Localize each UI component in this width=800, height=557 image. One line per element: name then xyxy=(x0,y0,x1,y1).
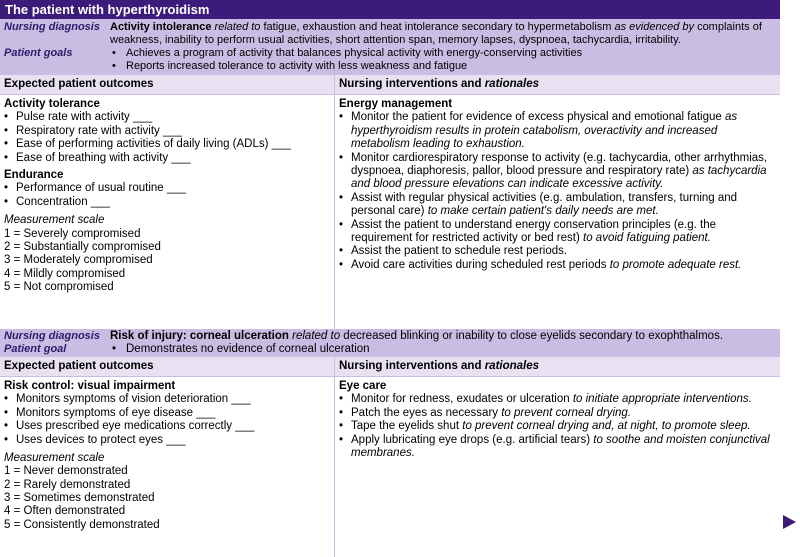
list-item: • Assist the patient to schedule rest periods. xyxy=(339,245,568,258)
intervention-title: Eye care xyxy=(339,380,387,392)
intervention-list xyxy=(339,393,776,460)
goal-text xyxy=(110,343,776,356)
diagnosis-label: Nursing diagnosis xyxy=(4,21,100,33)
list-item: • Uses prescribed eye medications correctly ___ xyxy=(4,420,255,433)
scale-item: 1 = Never demonstrated xyxy=(4,465,128,478)
scale-item: 4 = Mildly compromised xyxy=(4,267,126,280)
outcome-list xyxy=(4,111,330,165)
outcome-list xyxy=(4,393,330,447)
goal-item: • Reports increased tolerance to activity with less weakness and fatigue xyxy=(112,60,468,72)
section-2-body xyxy=(0,377,780,557)
list-item: • Concentration ___ xyxy=(4,195,110,208)
outcome-group-title: Activity tolerance xyxy=(4,98,100,110)
outcomes-header: Expected patient outcomes xyxy=(0,357,335,376)
scale-item: 2 = Substantially compromised xyxy=(4,240,161,253)
list-item: • Performance of usual routine ___ xyxy=(4,182,187,195)
interventions-column xyxy=(335,95,780,329)
scale-item: 2 = Rarely demonstrated xyxy=(4,478,131,491)
page-title: The patient with hyperthyroidism xyxy=(0,0,780,19)
list-item: • Patch the eyes as necessary to prevent corneal drying. xyxy=(339,406,632,419)
list-item: • Respiratory rate with activity ___ xyxy=(4,124,183,137)
scale-item: 3 = Sometimes demonstrated xyxy=(4,492,155,505)
intervention-list xyxy=(339,111,776,272)
measurement-scale xyxy=(4,228,330,294)
column-headers-2 xyxy=(0,357,780,377)
goal-item: • Demonstrates no evidence of corneal ulceration xyxy=(112,343,370,355)
next-page-arrow-icon[interactable] xyxy=(783,515,796,529)
diagnosis-text: Risk of injury: corneal ulceration related to decreased blinking or inability to close eyelids secondary to exophthalmos. xyxy=(110,330,724,342)
goals-list xyxy=(110,47,776,73)
interventions-header: Nursing interventions and rationales xyxy=(339,360,540,372)
list-item: • Avoid care activities during scheduled rest periods to promote adequate rest. xyxy=(339,258,742,271)
column-headers-1 xyxy=(0,75,780,95)
goal-item: • Achieves a program of activity that balances physical activity with energy-conserving activities xyxy=(112,47,583,59)
scale-item: 5 = Consistently demonstrated xyxy=(4,518,160,531)
list-item: • Monitor the patient for evidence of excess physical and emotional fatigue as hyperthyroidism results in protein catabolism, overactivity and increased metabolism leading to exhaustion. xyxy=(339,111,738,151)
outcomes-column xyxy=(0,377,335,557)
goals-label: Patient goals xyxy=(4,47,73,59)
diagnosis-block-1 xyxy=(0,19,780,75)
scale-item: 1 = Severely compromised xyxy=(4,227,141,240)
scale-item: 5 = Not compromised xyxy=(4,280,114,293)
interventions-header: Nursing interventions and rationales xyxy=(339,78,540,90)
measurement-scale-title: Measurement scale xyxy=(4,452,105,465)
diagnosis-block-2 xyxy=(0,329,780,357)
list-item: • Assist the patient to understand energy conservation principles (e.g. the requirement for restricted activity or bed rest) to avoid fatiguing patient. xyxy=(339,218,717,245)
list-item: • Monitor cardiorespiratory response to activity (e.g. tachycardia, other arrhythmias, dyspnoea, diaphoresis, pallor, blood pressure and respiratory rate) as tachycardia and blood pressure elevations can indicate excessive activity. xyxy=(339,151,768,191)
interventions-column xyxy=(335,377,780,557)
outcomes-header: Expected patient outcomes xyxy=(0,75,335,94)
list-item: • Tape the eyelids shut to prevent corneal drying and, at night, to promote sleep. xyxy=(339,420,751,433)
goal-label: Patient goal xyxy=(4,343,67,355)
list-item: • Monitor for redness, exudates or ulceration to initiate appropriate interventions. xyxy=(339,393,752,406)
measurement-scale-title: Measurement scale xyxy=(4,214,105,227)
list-item: • Pulse rate with activity ___ xyxy=(4,111,153,124)
measurement-scale xyxy=(4,465,330,531)
outcome-list xyxy=(4,182,330,209)
diagnosis-text: Activity intolerance related to fatigue, exhaustion and heat intolerance secondary to hypermetabolism as evidenced by complaints of weakness, inability to perform usual activities, short attention span, memory lapses, dyspnoea, tachycardia, irritability. xyxy=(110,21,762,46)
list-item: • Apply lubricating eye drops (e.g. artificial tears) to soothe and moisten conjunctival membranes. xyxy=(339,433,770,460)
intervention-title: Energy management xyxy=(339,98,453,110)
scale-item: 4 = Often demonstrated xyxy=(4,505,126,518)
section-1-body xyxy=(0,95,780,329)
diagnosis-label: Nursing diagnosis xyxy=(4,330,100,342)
list-item: • Ease of breathing with activity ___ xyxy=(4,151,191,164)
list-item: • Monitors symptoms of eye disease ___ xyxy=(4,406,216,419)
list-item: • Monitors symptoms of vision deterioration ___ xyxy=(4,393,251,406)
list-item: • Assist with regular physical activities (e.g. ambulation, transfers, turning and personal care) to make certain patient's daily needs are met. xyxy=(339,191,738,218)
list-item: • Ease of performing activities of daily living (ADLs) ___ xyxy=(4,138,291,151)
list-item: • Uses devices to protect eyes ___ xyxy=(4,433,186,446)
scale-item: 3 = Moderately compromised xyxy=(4,254,153,267)
outcomes-column xyxy=(0,95,335,329)
outcome-group-title: Endurance xyxy=(4,169,64,182)
outcome-group-title: Risk control: visual impairment xyxy=(4,380,176,392)
